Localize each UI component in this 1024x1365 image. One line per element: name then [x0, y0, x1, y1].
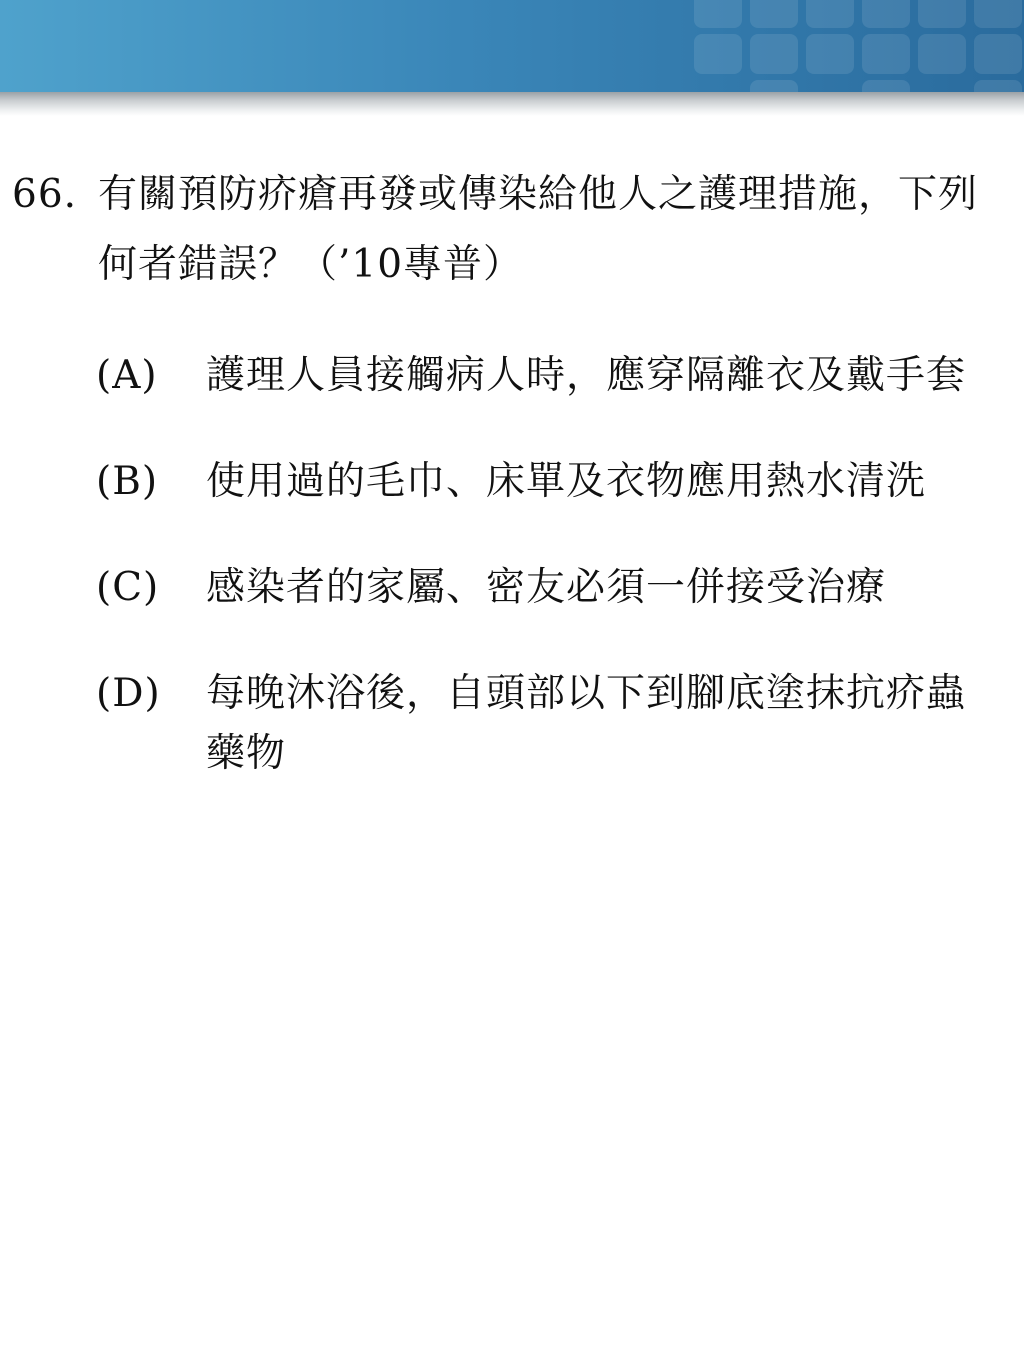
- option-label: (D): [96, 671, 161, 716]
- question-number: 66.: [12, 172, 78, 217]
- option-text: 感染者的家屬、密友必須一併接受治療: [206, 565, 887, 610]
- option-d: [96, 664, 1002, 784]
- decorative-grid-pattern: [684, 0, 1024, 92]
- option-label: (B): [96, 459, 159, 504]
- header-shadow-band: [0, 92, 1024, 116]
- slide-content: [12, 160, 1002, 784]
- option-text: 使用過的毛巾、床單及衣物應用熱水清洗: [206, 459, 927, 504]
- question-text: 有關預防疥瘡再發或傳染給他人之護理措施，下列何者錯誤？（’10專普）: [98, 172, 979, 287]
- header-banner: [0, 0, 1024, 92]
- option-label: (C): [96, 565, 160, 610]
- option-a: [96, 346, 1002, 406]
- option-text: 護理人員接觸病人時，應穿隔離衣及戴手套: [206, 353, 967, 398]
- option-text: 每晚沐浴後，自頭部以下到腳底塗抹抗疥蟲藥物: [206, 671, 967, 776]
- option-c: [96, 558, 1002, 618]
- question: [12, 160, 1002, 300]
- option-b: [96, 452, 1002, 512]
- option-label: (A): [96, 353, 158, 398]
